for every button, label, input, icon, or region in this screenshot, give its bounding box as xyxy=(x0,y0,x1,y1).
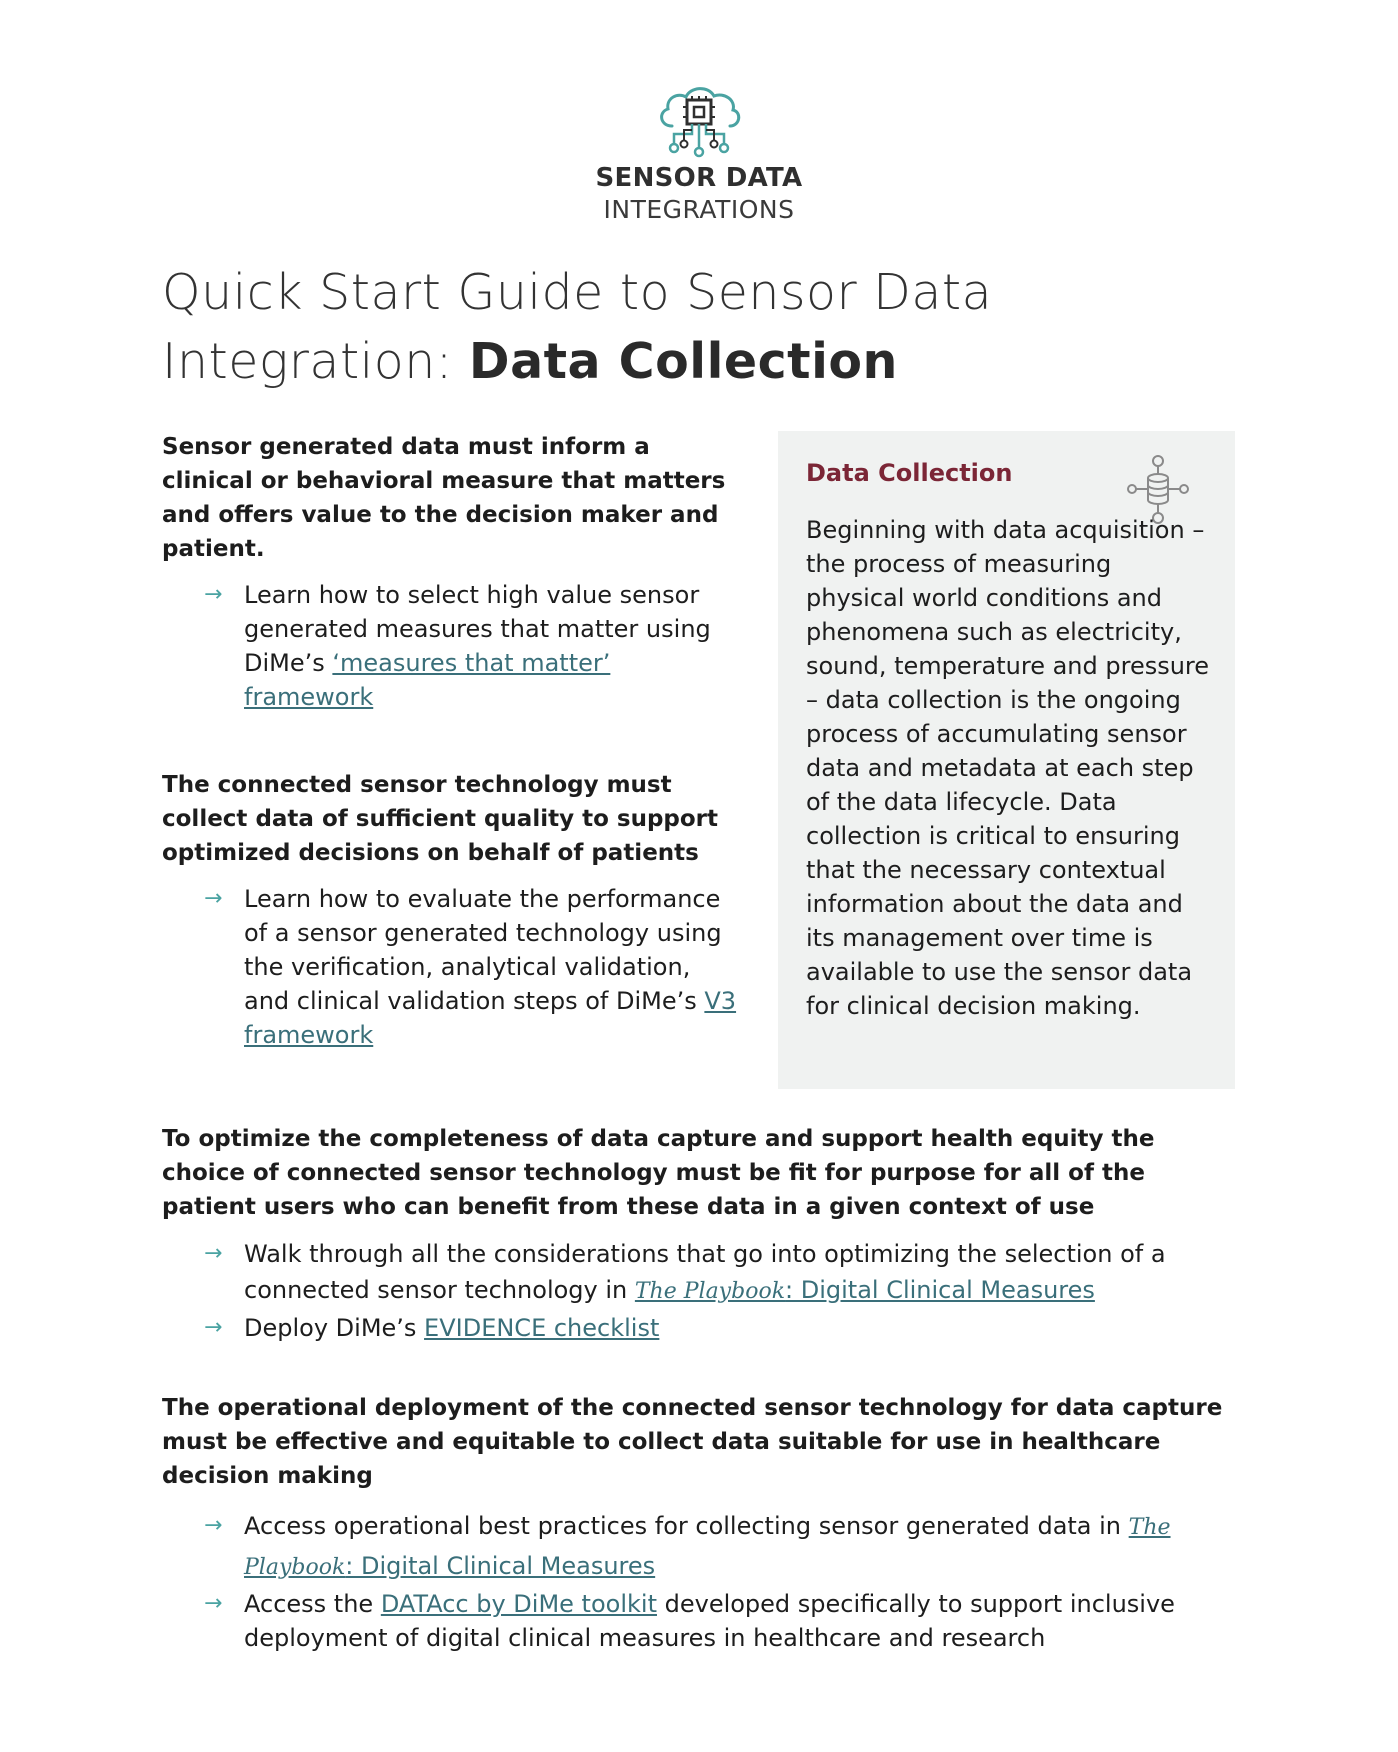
section4-heading: The operational deployment of the connected sensor technology for data capture must be effective and equitable to collect data suitable for use in healthcare decision making xyxy=(162,1395,1223,1489)
playbook-link-text: : Digital Clinical Measures xyxy=(785,1276,1095,1304)
playbook-link-italic: The Playbook xyxy=(244,1515,1171,1580)
playbook-link-text: : Digital Clinical Measures xyxy=(345,1552,656,1580)
title-light: Quick Start Guide to Sensor Data Integration: xyxy=(162,264,993,390)
arrow-right-icon: → xyxy=(204,886,223,911)
playbook-link-italic: The Playbook xyxy=(634,1279,786,1304)
section2-heading: The connected sensor technology must collect data of sufficient quality to support optimized decisions on behalf of patients xyxy=(162,772,719,866)
bullet-text: Learn how to evaluate the performance of a sensor generated technology using the verification, analytical validation, and clinical validation steps of DiMe’s xyxy=(244,885,722,1015)
bullet-text: Access operational best practices for collecting sensor generated data in xyxy=(244,1512,1129,1540)
logo xyxy=(0,82,1398,226)
evidence-checklist-link[interactable]: EVIDENCE checklist xyxy=(424,1314,660,1342)
bullet-text: Deploy DiMe’s xyxy=(244,1314,425,1342)
sidebar-title: Data Collection xyxy=(806,459,1013,487)
arrow-right-icon: → xyxy=(204,1591,223,1616)
bullet-text-after: developed specifically to support inclusive deployment of digital clinical measures in healthcare and research xyxy=(244,1590,1175,1652)
bullet-text: Walk through all the considerations that go into optimizing the selection of a connected sensor technology in xyxy=(244,1240,1166,1304)
section1-bullets xyxy=(162,578,742,714)
section4 xyxy=(162,1391,1242,1655)
list-item xyxy=(204,1507,1242,1587)
sidebar-box xyxy=(778,431,1235,1089)
sidebar-body: Beginning with data acquisition – the process of measuring physical world conditions and phenomena such as electricity, sound, temperature and pressure – data collection is the ongoing process of accumulating sensor data and metadata at each step of the data lifecycle. Data collection is critical to ensuring that the necessary contextual information about the data and its management over time is available to use the sensor data for clinical decision making. xyxy=(806,516,1210,1020)
cloud-chip-icon xyxy=(654,82,744,158)
left-column xyxy=(162,430,742,1052)
measures-that-matter-link[interactable]: ‘measures that matter’ framework xyxy=(244,649,611,711)
list-item xyxy=(204,1236,1242,1310)
logo-line1: SENSOR DATA xyxy=(595,163,803,193)
arrow-right-icon: → xyxy=(204,1513,223,1538)
section3 xyxy=(162,1122,1242,1346)
list-item xyxy=(204,1310,1242,1346)
logo-line2: INTEGRATIONS xyxy=(603,195,795,224)
page-title xyxy=(162,258,1262,396)
arrow-right-icon: → xyxy=(204,1315,223,1340)
playbook-link[interactable] xyxy=(635,1276,1095,1304)
arrow-right-icon: → xyxy=(204,1241,223,1266)
title-bold: Data Collection xyxy=(468,333,898,390)
list-item xyxy=(204,1587,1242,1655)
bullet-text: Access the xyxy=(244,1590,381,1618)
section4-bullets xyxy=(162,1507,1242,1655)
section1-heading: Sensor generated data must inform a clinical or behavioral measure that matters and offers value to the decision maker and patient. xyxy=(162,434,726,562)
section3-heading: To optimize the completeness of data capture and support health equity the choice of connected sensor technology must be fit for purpose for all of the patient users who can benefit from these data in a given context of use xyxy=(162,1126,1155,1220)
section2-bullets xyxy=(162,882,742,1052)
arrow-right-icon: → xyxy=(204,582,223,607)
bullet-text: Learn how to select high value sensor generated measures that matter using DiMe’s xyxy=(244,581,711,677)
list-item xyxy=(204,882,742,1052)
section3-bullets xyxy=(162,1236,1242,1346)
v3-framework-link[interactable]: V3 framework xyxy=(244,987,737,1049)
list-item xyxy=(204,578,742,714)
datacc-toolkit-link[interactable]: DATAcc by DiMe toolkit xyxy=(380,1590,657,1618)
